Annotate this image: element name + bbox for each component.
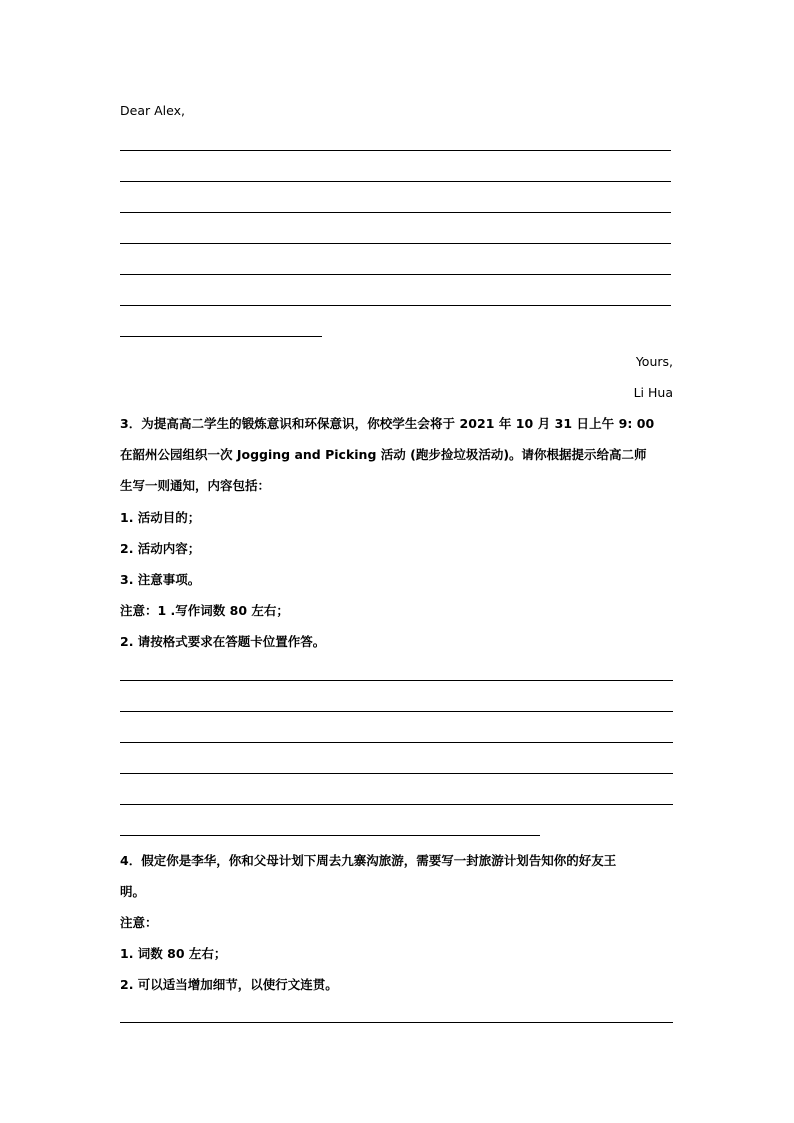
answer-line xyxy=(120,181,671,182)
q4-prompt-line-1: 4．假定你是李华，你和父母计划下周去九寨沟旅游，需要写一封旅游计划告知你的好友王 xyxy=(120,853,617,868)
answer-line xyxy=(120,274,671,275)
q4-item-1: 1. 词数 80 左右； xyxy=(120,946,227,961)
q3-prompt-line-3: 生写一则通知，内容包括： xyxy=(120,478,271,493)
answer-line xyxy=(120,150,671,151)
answer-line-short xyxy=(120,336,322,337)
letter-closing: Yours, xyxy=(635,354,673,369)
letter-greeting: Dear Alex, xyxy=(120,103,185,118)
answer-line xyxy=(120,680,673,681)
q3-item-2: 2. 活动内容； xyxy=(120,541,201,556)
q4-note-label: 注意： xyxy=(120,915,158,930)
answer-line xyxy=(120,742,673,743)
answer-line xyxy=(120,804,673,805)
q4-prompt-line-2: 明。 xyxy=(120,884,146,899)
answer-line xyxy=(120,243,671,244)
answer-line xyxy=(120,212,671,213)
q3-prompt-line-2: 在韶州公园组织一次 Jogging and Picking 活动 (跑步捡垃圾活动)。请你根据提示给高二师 xyxy=(120,447,647,462)
q3-item-3: 3. 注意事项。 xyxy=(120,572,201,587)
q4-item-2: 2. 可以适当增加细节，以使行文连贯。 xyxy=(120,977,338,992)
q3-note-1: 注意：1 .写作词数 80 左右； xyxy=(120,603,289,618)
q3-item-1: 1. 活动目的； xyxy=(120,510,201,525)
letter-signature: Li Hua xyxy=(633,385,673,400)
q3-prompt-line-1: 3．为提高高二学生的锻炼意识和环保意识，你校学生会将于 2021 年 10 月 31 日上午 9: 00 xyxy=(120,416,655,431)
answer-line xyxy=(120,711,673,712)
answer-line-short xyxy=(120,835,540,836)
answer-line xyxy=(120,305,671,306)
answer-line xyxy=(120,1022,673,1023)
answer-line xyxy=(120,773,673,774)
q3-note-2: 2. 请按格式要求在答题卡位置作答。 xyxy=(120,634,326,649)
